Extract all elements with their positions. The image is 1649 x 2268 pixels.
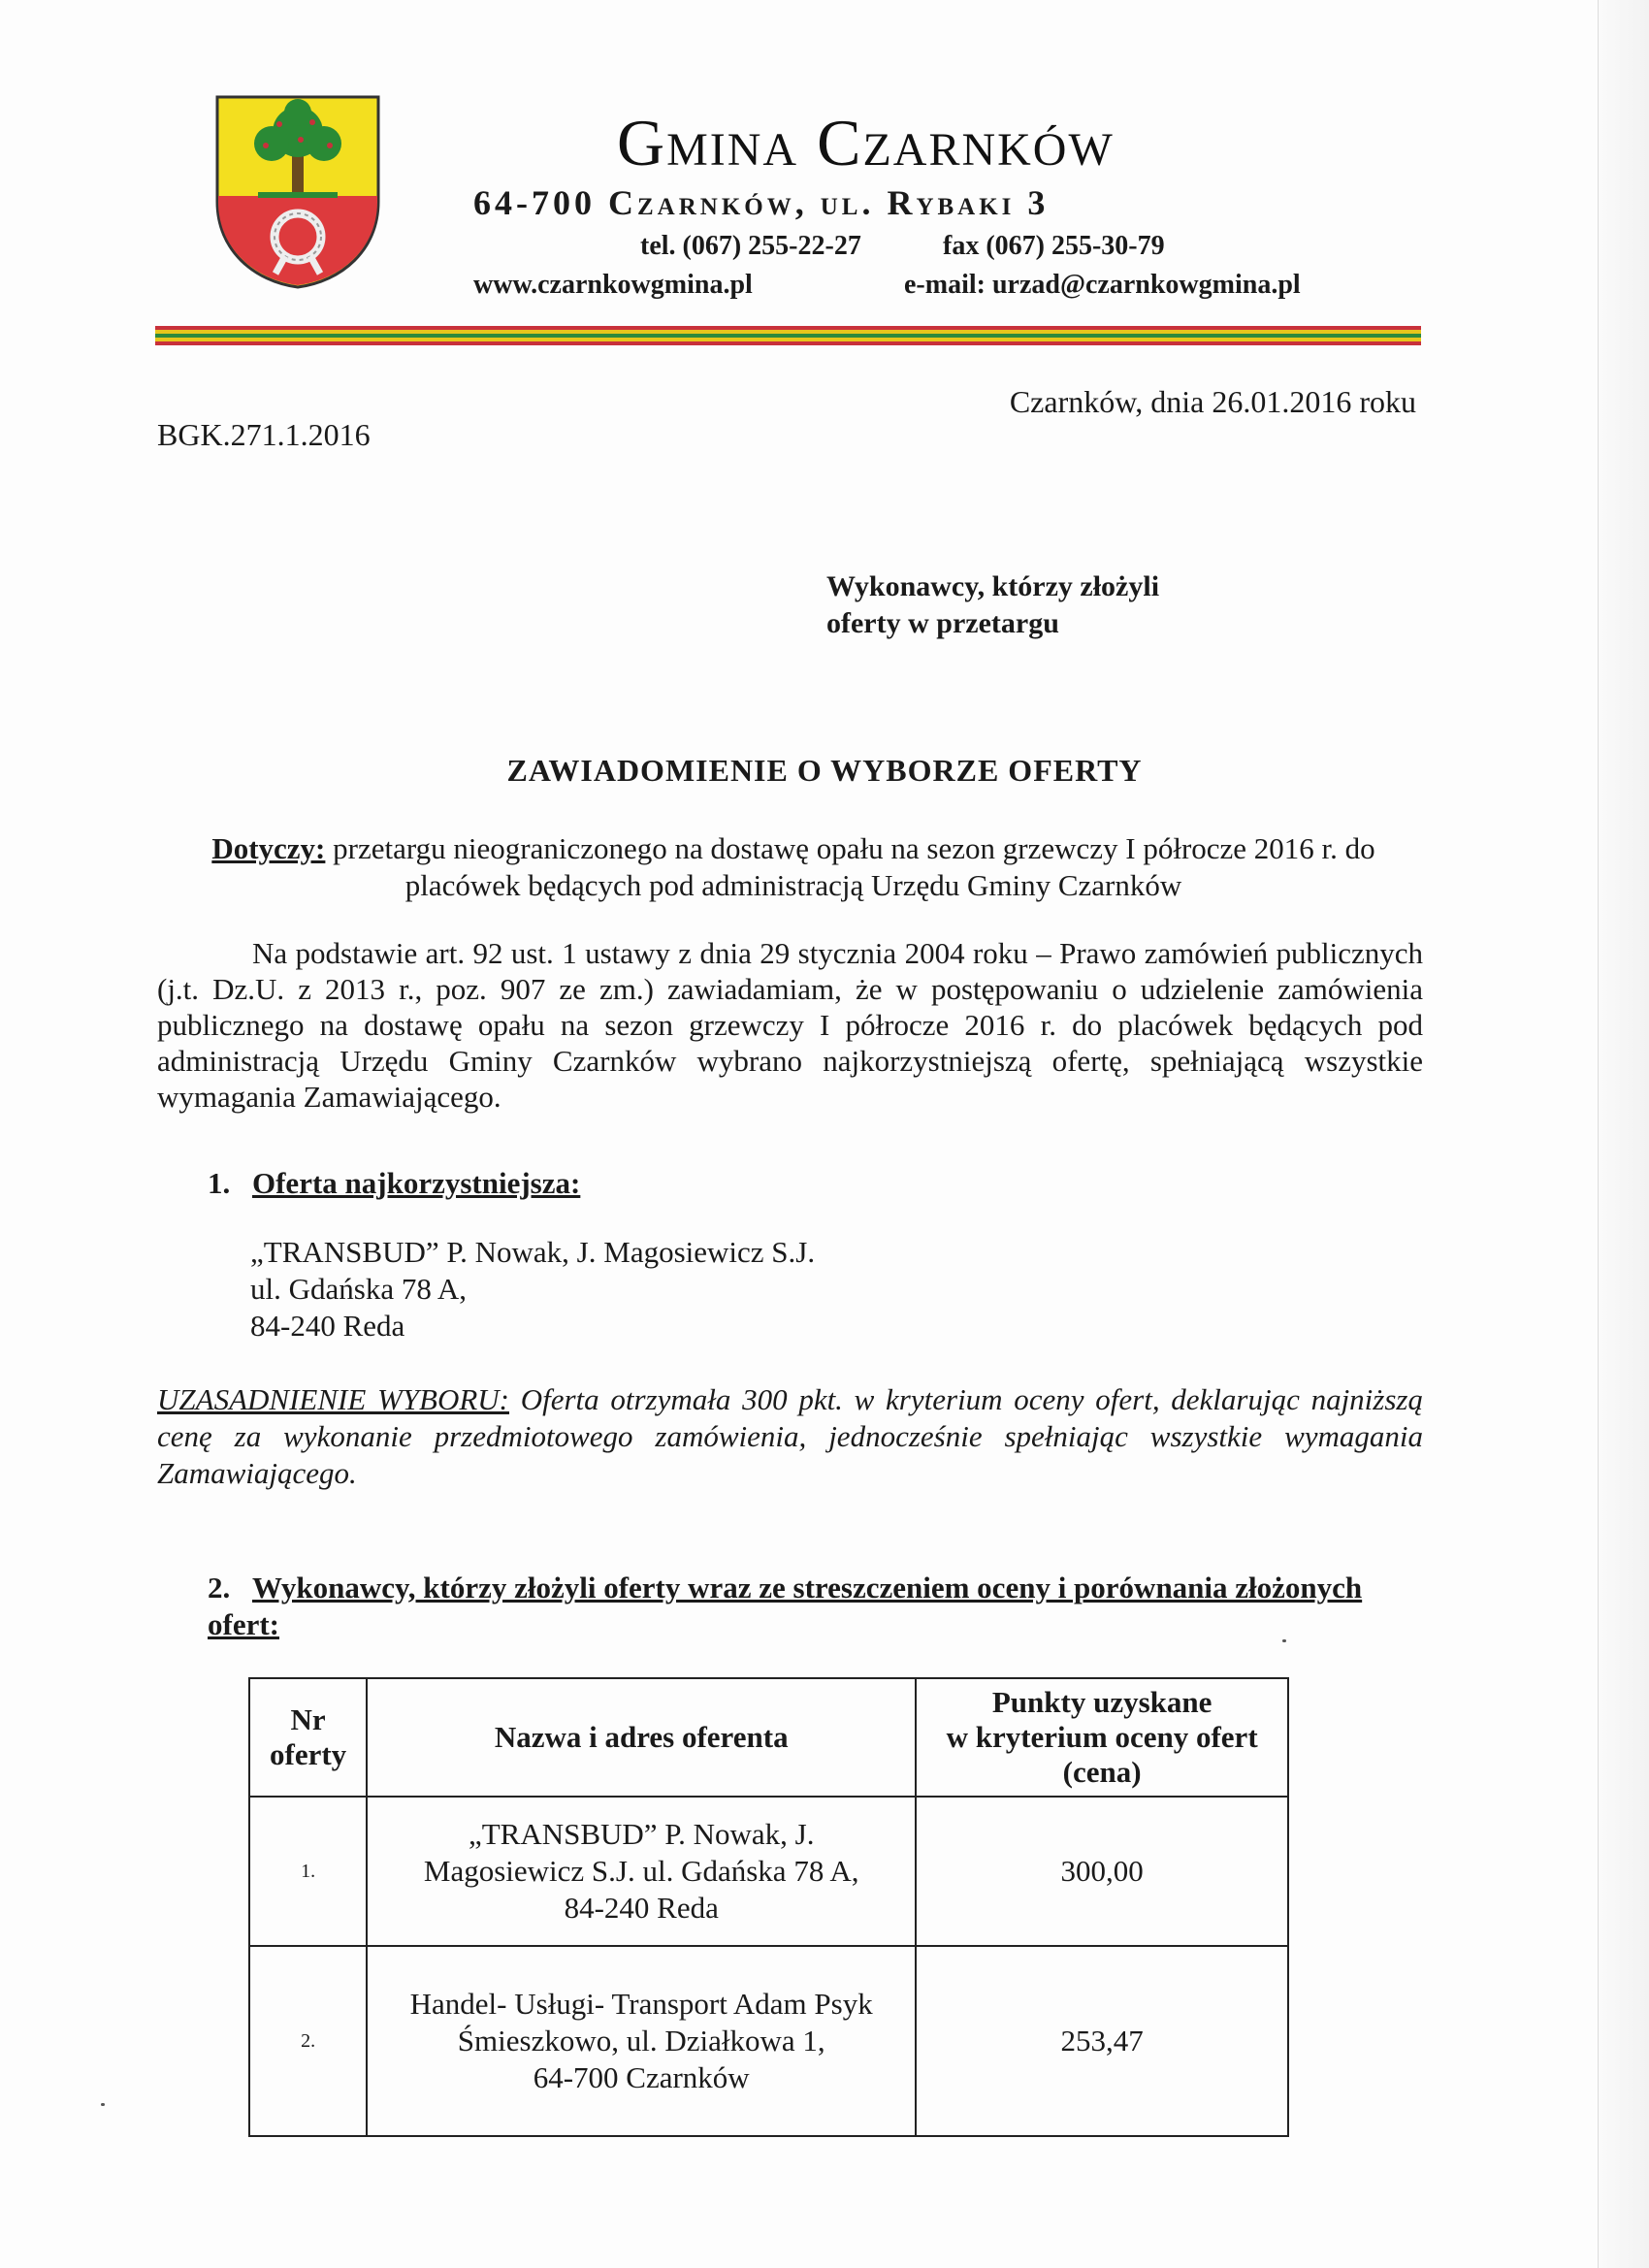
offer-name-address: [367, 1946, 916, 2136]
justification-text: Oferta otrzymała 300 pkt. w kryterium oceny ofert, deklarując najniższą cenę za wykonanie przedmiotowego zamówienia, jednocześnie spełniając wszystkie wymagania Zamawiającego.: [157, 1382, 1423, 1490]
best-offer-line-2: ul. Gdańska 78 A,: [250, 1272, 468, 1306]
email-link[interactable]: e-mail: urzad@czarnkowgmina.pl: [904, 270, 1301, 300]
best-offer-address: [250, 1234, 815, 1345]
col-header-points: [916, 1678, 1288, 1797]
offer-name-line-1: Handel- Usługi- Transport Adam Psyk: [409, 1987, 873, 2021]
notice-title: ZAWIADOMIENIE O WYBORZE OFERTY: [506, 753, 1143, 788]
offer-points: 300,00: [916, 1797, 1288, 1946]
offers-table: [248, 1677, 1289, 2137]
best-offer-line-1: „TRANSBUD” P. Nowak, J. Magosiewicz S.J.: [250, 1235, 816, 1269]
scan-speck: [1282, 1639, 1286, 1642]
offer-name-address: [367, 1797, 916, 1946]
col-header-number-line-2: oferty: [270, 1737, 347, 1771]
municipality-address: 64-700 Czarnków, ul. Rybaki 3: [473, 183, 1050, 222]
col-header-points-line-3: (cena): [1062, 1755, 1142, 1789]
justification-label: UZASADNIENIE WYBORU:: [157, 1382, 510, 1416]
offer-name-line-3: 84-240 Reda: [564, 1891, 719, 1925]
offer-name-line-1: „TRANSBUD” P. Nowak, J.: [468, 1817, 815, 1851]
offer-number: 2.: [249, 1946, 367, 2136]
col-header-points-line-2: w kryterium oceny ofert: [946, 1720, 1258, 1754]
offer-name-line-2: Magosiewicz S.J. ul. Gdańska 78 A,: [423, 1854, 859, 1888]
subject-paragraph: [163, 830, 1424, 904]
offer-name-line-2: Śmieszkowo, ul. Działkowa 1,: [457, 2024, 825, 2057]
col-header-number: [249, 1678, 367, 1797]
letter-date: Czarnków, dnia 26.01.2016 roku: [1009, 384, 1416, 419]
addressee: [826, 568, 1159, 642]
section-1-title: Oferta najkorzystniejsza:: [252, 1166, 581, 1200]
scan-speck: [101, 2103, 105, 2106]
table-row: [249, 1946, 1288, 2136]
offer-number: 1.: [249, 1797, 367, 1946]
fax-number: fax (067) 255-30-79: [943, 231, 1165, 261]
addressee-line-1: Wykonawcy, którzy złożyli: [826, 570, 1160, 602]
addressee-line-2: oferty w przetargu: [826, 607, 1059, 639]
phone-number: tel. (067) 255-22-27: [640, 231, 861, 261]
reference-number: BGK.271.1.2016: [157, 417, 371, 452]
coat-of-arms-icon: [215, 95, 380, 289]
justification-paragraph: [157, 1381, 1423, 1492]
col-header-points-line-1: Punkty uzyskane: [991, 1685, 1212, 1719]
body-paragraph: Na podstawie art. 92 ust. 1 ustawy z dnia 29 stycznia 2004 roku – Prawo zamówień publicznych (j.t. Dz.U. z 2013 r., poz. 907 ze zm.) zawiadamiam, że w postępowaniu o udzielenie zamówienia publicznego na dostawę opału na sezon grzewczy I półrocze 2016 r. do placówek będących pod administracją Urzędu Gminy Czarnków wybrano najkorzystniejszą ofertę, spełniającą wszystkie wymagania Zamawiającego.: [157, 936, 1423, 1114]
section-2-heading: [208, 1570, 1422, 1643]
section-2-number: 2.: [208, 1571, 231, 1604]
subject-label: Dotyczy:: [211, 831, 326, 865]
municipality-title: Gmina Czarnków: [617, 106, 1115, 179]
section-2-title: Wykonawcy, którzy złożyli oferty wraz ze streszczeniem oceny i porównania złożonych ofert:: [208, 1571, 1363, 1641]
col-header-name: Nazwa i adres oferenta: [367, 1678, 916, 1797]
header-stripe-red-2: [155, 341, 1421, 345]
offer-name-line-3: 64-700 Czarnków: [533, 2060, 750, 2094]
offer-points: 253,47: [916, 1946, 1288, 2136]
subject-text: przetargu nieograniczonego na dostawę opału na sezon grzewczy I półrocze 2016 r. do placówek będących pod administracją Urzędu Gminy Czarnków: [325, 831, 1375, 902]
website-link[interactable]: www.czarnkowgmina.pl: [473, 270, 753, 300]
col-header-number-line-1: Nr: [290, 1702, 326, 1736]
section-1-heading: [208, 1166, 580, 1201]
table-header-row: [249, 1678, 1288, 1797]
best-offer-line-3: 84-240 Reda: [250, 1309, 405, 1343]
section-1-number: 1.: [208, 1166, 231, 1200]
table-row: [249, 1797, 1288, 1946]
scan-edge: [1598, 0, 1649, 2268]
